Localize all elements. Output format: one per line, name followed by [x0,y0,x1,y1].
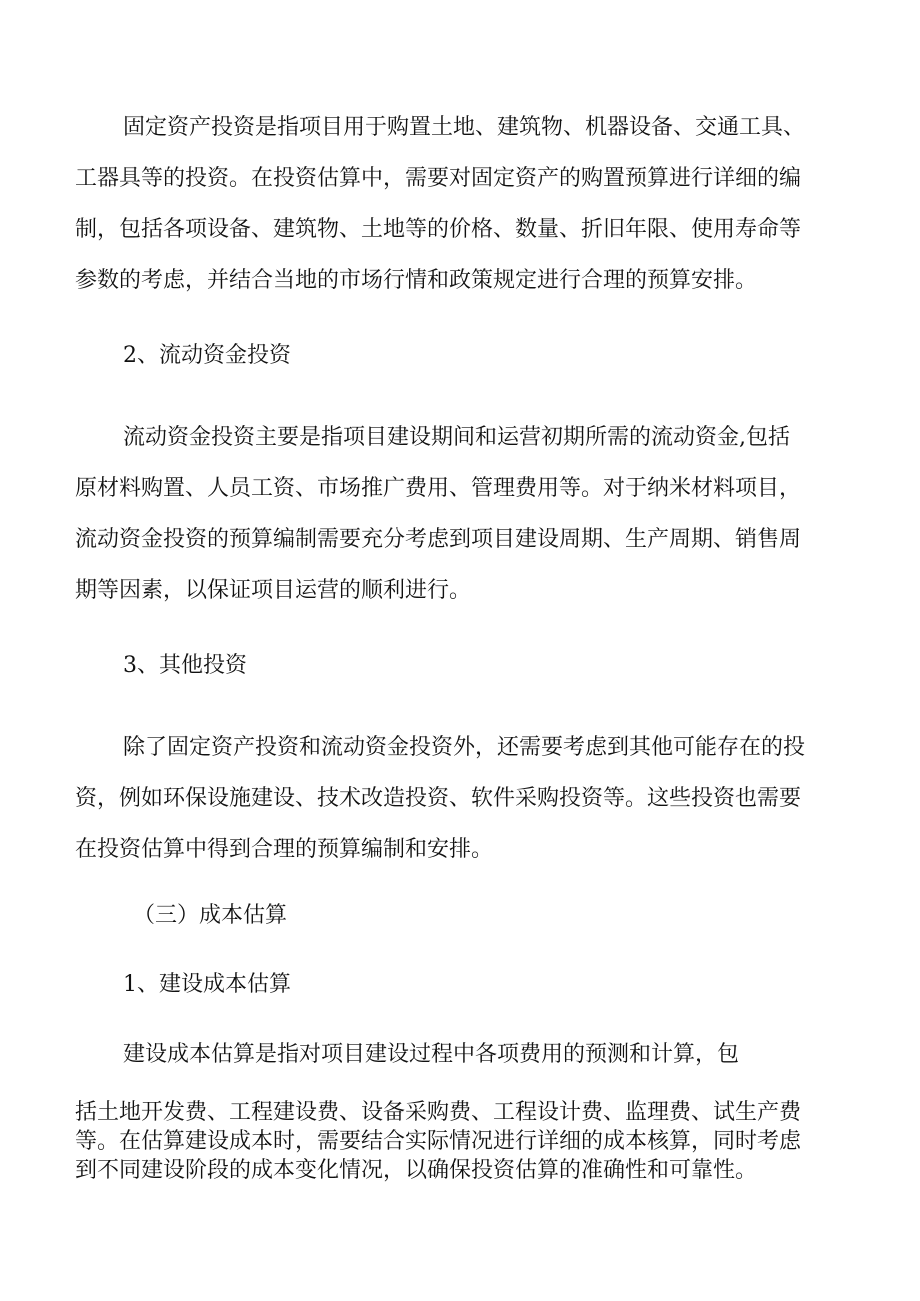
paragraph-line: 流动资金投资的预算编制需要充分考虑到项目建设周期、生产周期、销售周 [75,527,802,552]
paragraph-line: 等。在估算建设成本时，需要结合实际情况进行详细的成本核算，同时考虑 [75,1129,802,1154]
paragraph-line: 原材料购置、人员工资、市场推广费用、管理费用等。对于纳米材料项目， [75,476,802,501]
paragraph-line: 除了固定资产投资和流动资金投资外，还需要考虑到其他可能存在的投 [123,735,806,760]
paragraph-line: 工器具等的投资。在投资估算中，需要对固定资产的购置预算进行详细的编 [75,166,802,191]
section-heading: 1、建设成本估算 [123,972,291,997]
paragraph-line: 建设成本估算是指对项目建设过程中各项费用的预测和计算，包 [123,1042,740,1067]
chapter-heading: （三）成本估算 [133,903,288,928]
paragraph-line: 到不同建设阶段的成本变化情况，以确保投资估算的准确性和可靠性。 [75,1158,758,1183]
paragraph-line: 在投资估算中得到合理的预算编制和安排。 [75,837,494,862]
section-heading: 3、其他投资 [123,653,247,678]
paragraph-line: 制，包括各项设备、建筑物、土地等的价格、数量、折旧年限、使用寿命等 [75,217,802,242]
paragraph-line: 资，例如环保设施建设、技术改造投资、软件采购投资等。这些投资也需要 [75,786,802,811]
paragraph-line: 流动资金投资主要是指项目建设期间和运营初期所需的流动资金,包括 [123,425,790,450]
paragraph-line: 括土地开发费、工程建设费、设备采购费、工程设计费、监理费、试生产费 [75,1100,802,1125]
paragraph-line: 固定资产投资是指项目用于购置土地、建筑物、机器设备、交通工具、 [123,115,806,140]
paragraph-line: 参数的考虑，并结合当地的市场行情和政策规定进行合理的预算安排。 [75,268,758,293]
section-heading: 2、流动资金投资 [123,343,291,368]
paragraph-line: 期等因素，以保证项目运营的顺利进行。 [75,578,472,603]
